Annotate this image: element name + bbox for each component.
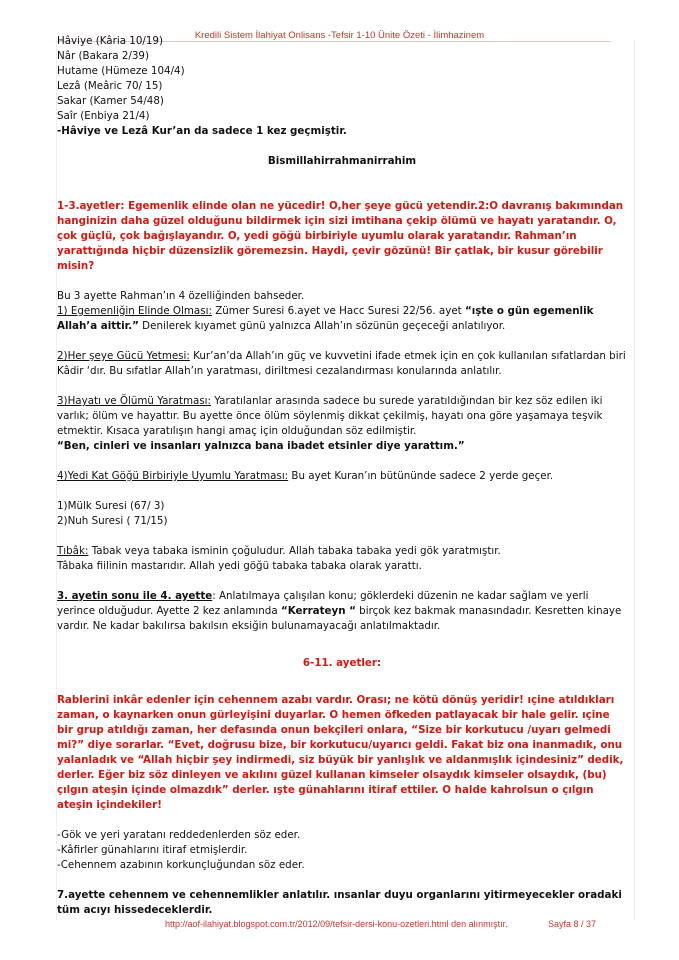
list-item: Saîr (Enbiya 21/4) xyxy=(57,110,150,122)
ayet-1-3-text: Egemenlik elinde olan ne yücedir! O,her şeye gücü yetendir.2:O davranış bakımından hanginizin daha güzel olduğunu bildirmek için sizi imtihana çekip ölümü ve hayatı yaratandır. O, çok güçlü, çok bağışlayandır. O, yedi göğü birbiriyle uyumlu olarak yaratandır. Rahman’ın yarattığında hiçbir düzensizlik göremezsin. Haydi, çevir gözünü! Bir çatlak, bir kusur görebilir misin? xyxy=(57,200,624,272)
item4-text: Bu ayet Kuran’ın bütününde sadece 2 yerde geçer. xyxy=(288,470,554,482)
ayet-3-4-text: : Anlatılmaya çalışılan konu; göklerdeki düzenin ne kadar sağlam ve yerli yerince olduğudur. Ayette 2 kez anlamında xyxy=(57,590,589,617)
item1-paragraph xyxy=(57,304,627,334)
tibak-line1: Tabak veya tabaka isminin çoğuludur. Allah tabaka tabaka yedi gök yaratmıştır. xyxy=(88,545,501,557)
ayet-7-note: 7.ayette cehennem ve cehennemlikler anlatılır. ınsanlar duyu organlarını yitirmeyecekler oradaki tüm acıyı hissedeceklerdir. xyxy=(57,889,622,916)
item1-text: Zümer Suresi 6.ayet ve Hacc Suresi 22/56. ayet xyxy=(211,305,465,317)
ayet-6-11-heading: 6-11. ayetler: xyxy=(302,657,382,669)
dash-item: -Kâfirler günahlarını itiraf etmişlerdir. xyxy=(57,844,248,856)
item1-text-end: Denilerek kıyamet günü yalnızca Allah’ın sözünün geçeceği anlatılıyor. xyxy=(138,320,506,332)
item1-quote: “ışte o gün egemenlik Allah’a aittir.” xyxy=(57,305,594,332)
tibak-title: Tıbâk: xyxy=(57,545,89,557)
item1-title: 1) Egemenliğin Elinde Olması: xyxy=(57,305,212,317)
item2-text: Kur’an’da Allah’ın güç ve kuvvetini ifade etmek için en çok kullanılan sıfatlardan biri Kâdir ‘dır. Bu sıfatlar Allah’ın yaratması, diriltmesi cezalandırması konularında anlatılır. xyxy=(57,350,626,377)
list-item: Hutame (Hümeze 104/4) xyxy=(57,65,185,77)
list-item: Hâviye (Kâria 10/19) xyxy=(57,35,163,47)
item2-paragraph xyxy=(57,349,627,379)
running-header: Kredili Sistem İlahiyat Onlisans -Tefsir 1-10 Ünite Özeti - İlimhazinem xyxy=(194,30,485,41)
page-body xyxy=(57,34,627,918)
source-url: http://aof-ilahiyat.blogspot.com.tr/2012/09/tefsir-dersi-konu-ozetleri.html den alınmıştır. xyxy=(165,919,508,929)
ayet-1-3-label: 1-3.ayetler: xyxy=(57,200,125,212)
bismillah-heading: Bismillahirrahmanirrahim xyxy=(267,155,417,167)
item4-title: 4)Yedi Kat Göğü Birbiriyle Uyumlu Yaratması: xyxy=(57,470,289,482)
item2-title: 2)Her şeye Gücü Yetmesi: xyxy=(57,350,190,362)
item4-paragraph xyxy=(57,469,627,484)
list-item: Sakar (Kamer 54/48) xyxy=(57,95,164,107)
item3-paragraph xyxy=(57,394,627,439)
kerrateyn-term: “Kerrateyn “ xyxy=(280,605,356,617)
ayet-3-4-title: 3. ayetin sonu ile 4. ayette xyxy=(57,590,213,602)
tibak-line2: Tâbaka fiilinin mastarıdır. Allah yedi göğü tabaka tabaka olarak yarattı. xyxy=(57,560,422,572)
ayet-1-3-paragraph xyxy=(57,199,627,274)
ayet-6-11-paragraph: Rablerini inkâr edenler için cehennem azabı vardır. Orası; ne kötü dönüş yeridir! ıçine atıldıkları zaman, o kaynarken onun gürleyişini duyarlar. O hemen öfkeden patlayacak bir hale gelir. ıçine bir grup atıldığı zaman, her defasında onun bekçileri onlara, “Size bir korkutucu /uyarı gelmedi mi?” diye sorarlar. “Evet, doğrusu bize, bir korkutucu/uyarıcı geldi. Fakat biz ona inanmadık, onu yalanladık ve “Allah hiçbir şey indirmedi, siz büyük bir yanlışlık ve aldanmışlık içindesiniz” dedik, derler. Eğer biz söz dinleyen ve akılını güzel kullanan kimseler olsaydık kimseler olsaydık, (bu) çılgın ateşin içinde olmazdık” derler. ışte günahlarını itiraf ettiler. O halde kahrolsun o çılgın ateşin içindekiler! xyxy=(57,694,624,811)
page-number: Sayfa 8 / 37 xyxy=(548,919,597,929)
haviye-note: -Hâviye ve Lezâ Kur’an da sadece 1 kez geçmiştir. xyxy=(57,125,347,137)
tibak-paragraph xyxy=(57,544,627,559)
dash-item: -Gök ve yeri yaratanı reddedenlerden söz eder. xyxy=(57,829,301,841)
right-margin-rule xyxy=(634,40,635,920)
item3-quote: “Ben, cinleri ve insanları yalnızca bana ibadet etsinler diye yarattım.” xyxy=(57,440,465,452)
dash-item: -Cehennem azabının korkunçluğundan söz eder. xyxy=(57,859,305,871)
intro-paragraph: Bu 3 ayette Rahman’ın 4 özelliğinden bahseder. xyxy=(57,290,305,302)
item3-title: 3)Hayatı ve Ölümü Yaratması: xyxy=(57,395,212,407)
item3-text: Yaratılanlar arasında sadece bu surede yaratıldığından bir kez söz edilen iki varlık; ölüm ve hayattır. Bu ayette önce ölüm söylenmiş dikkat çekilmiş, hayatı ona göre yaşamaya teşvik etmektir. Kısaca yaratılışın hangi amaç için olduğundan söz edilmiştir. xyxy=(57,395,603,437)
ayet-3-4-paragraph xyxy=(57,589,627,634)
sure-item: 2)Nuh Suresi ( 71/15) xyxy=(57,515,168,527)
ayet-3-4-text-end: birçok kez bakmak manasındadır. Kesretten kinaye vardır. Ne kadar bakılırsa bakılsın eksiğin bulunamayacağı anlatılmaktadır. xyxy=(57,605,622,632)
list-item: Lezâ (Meâric 70/ 15) xyxy=(57,80,163,92)
sure-item: 1)Mülk Suresi (67/ 3) xyxy=(57,500,165,512)
list-item: Nâr (Bakara 2/39) xyxy=(57,50,149,62)
